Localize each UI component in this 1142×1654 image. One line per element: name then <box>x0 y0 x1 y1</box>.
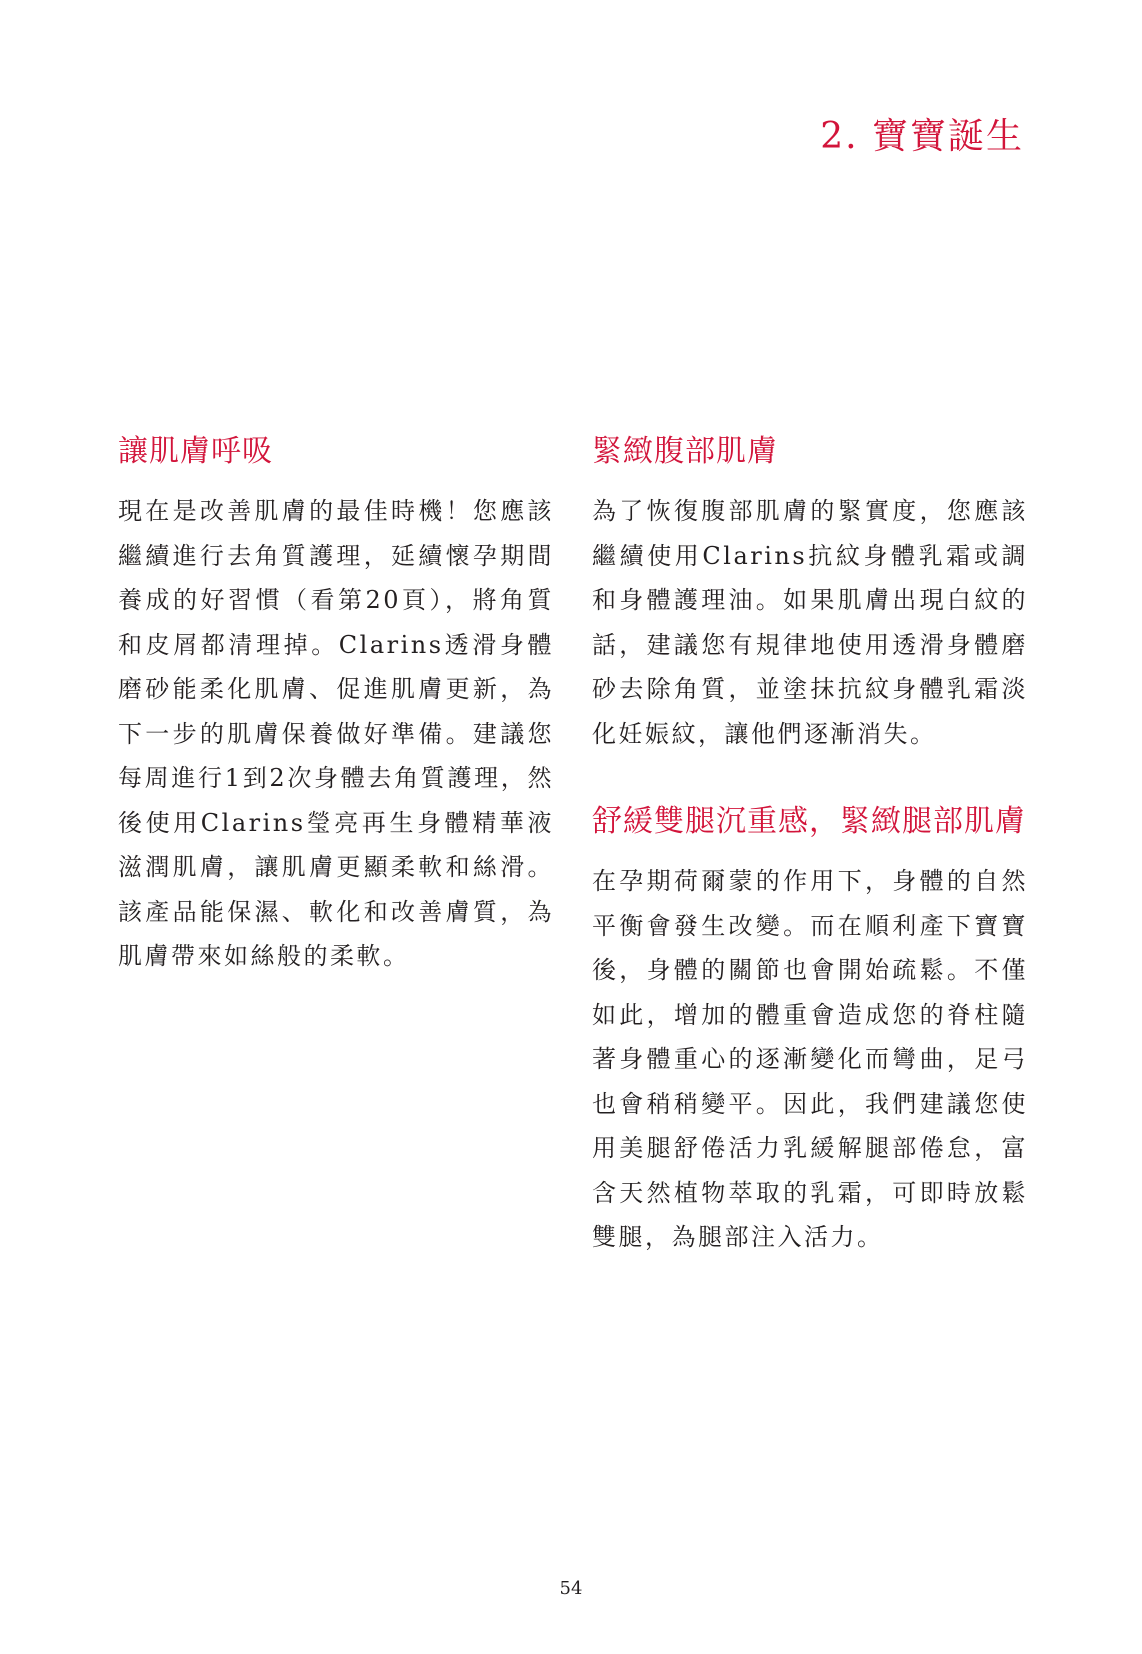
section-legs <box>592 798 1028 1260</box>
section-heading-legs: 舒緩雙腿沉重感，緊緻腿部肌膚 <box>592 804 1026 839</box>
right-column <box>592 428 1028 1260</box>
chapter-title: 2. 寶寶誕生 <box>820 116 1024 157</box>
left-column <box>118 428 554 979</box>
section-body-firm-abdomen: 為了恢復腹部肌膚的緊實度，您應該繼續使用Clarins抗紋身體乳霜或調和身體護理油。如果肌膚出現白紋的話，建議您有規律地使用透滑身體磨砂去除角質，並塗抹抗紋身體乳霜淡化妊娠紋，讓他們逐漸消失。 <box>592 497 1028 748</box>
section-heading-firm-abdomen: 緊緻腹部肌膚 <box>592 434 778 469</box>
section-heading-breathe: 讓肌膚呼吸 <box>118 434 273 469</box>
section-body-legs: 在孕期荷爾蒙的作用下，身體的自然平衡會發生改變。而在順利產下寶寶後，身體的關節也會開始疏鬆。不僅如此，增加的體重會造成您的脊柱隨著身體重心的逐漸變化而彎曲，足弓也會稍稍變平。因此，我們建議您使用美腿舒倦活力乳緩解腿部倦怠，富含天然植物萃取的乳霜，可即時放鬆雙腿，為腿部注入活力。 <box>592 867 1028 1251</box>
section-firm-abdomen <box>592 428 1028 756</box>
page-number: 54 <box>559 1578 583 1599</box>
section-breathe <box>118 428 554 979</box>
section-body-breathe: 現在是改善肌膚的最佳時機！您應該繼續進行去角質護理，延續懷孕期間養成的好習慣（看第20頁），將角質和皮屑都清理掉。Clarins透滑身體磨砂能柔化肌膚、促進肌膚更新，為下一步的肌膚保養做好準備。建議您每周進行1到2次身體去角質護理，然後使用Clarins瑩亮再生身體精華液滋潤肌膚，讓肌膚更顯柔軟和絲滑。該產品能保濕、軟化和改善膚質，為肌膚帶來如絲般的柔軟。 <box>118 497 554 970</box>
